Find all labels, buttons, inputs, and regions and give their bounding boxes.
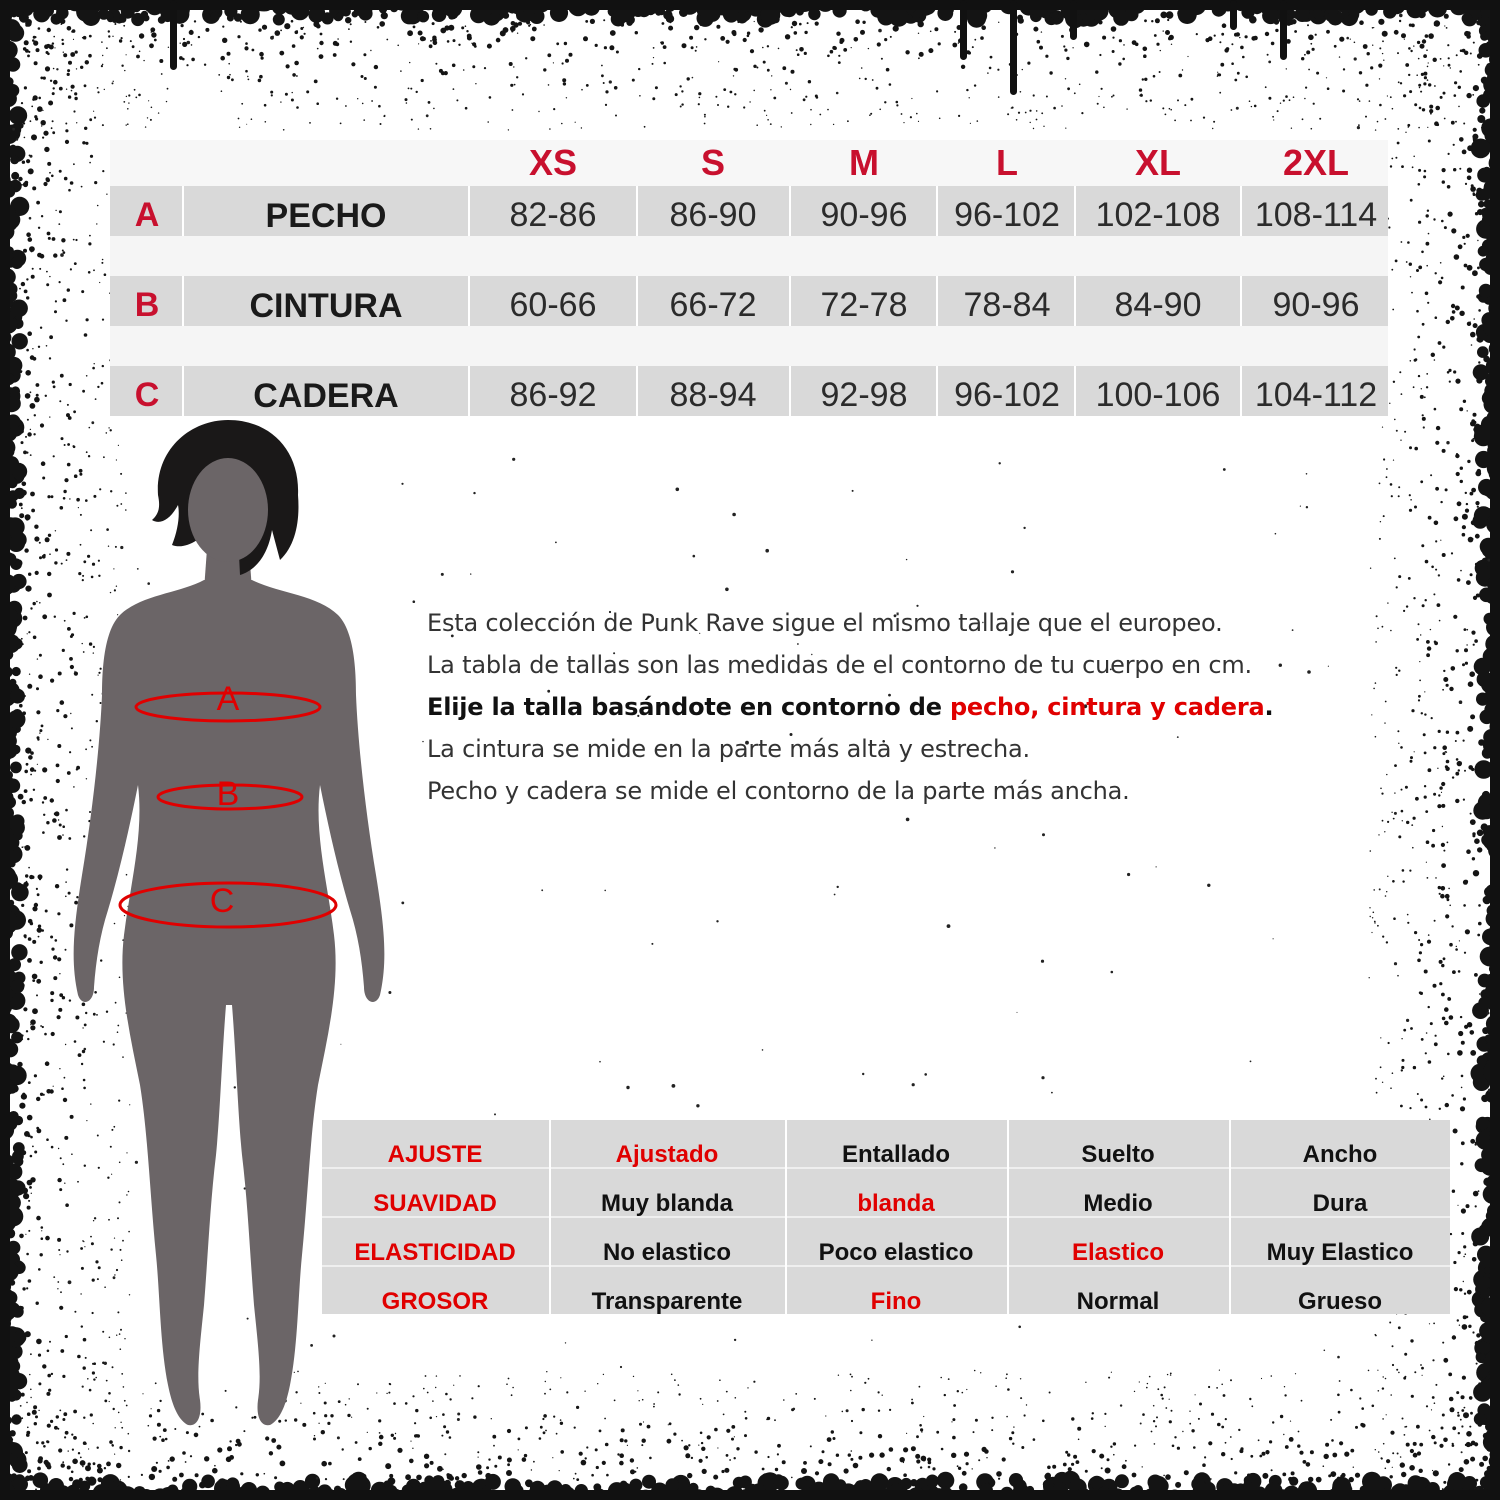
size-cell: 86-92 bbox=[509, 376, 597, 414]
size-row-cintura bbox=[110, 276, 1388, 326]
property-option: Transparente bbox=[591, 1288, 743, 1315]
size-cell: 96-102 bbox=[954, 376, 1060, 414]
property-option: Muy blanda bbox=[600, 1190, 734, 1217]
size-header-m: M bbox=[849, 142, 879, 183]
property-option: Poco elastico bbox=[818, 1239, 974, 1266]
property-option-selected: Fino bbox=[870, 1288, 922, 1315]
note-line-1: Esta colección de Punk Rave sigue el mismo tallaje que el europeo. bbox=[427, 609, 1223, 637]
property-option: Ancho bbox=[1302, 1141, 1378, 1168]
size-header-l: L bbox=[996, 142, 1018, 183]
size-cell: 102-108 bbox=[1095, 196, 1221, 234]
property-option-selected: Elastico bbox=[1071, 1239, 1165, 1266]
size-cell: 86-90 bbox=[669, 196, 757, 234]
property-row-ajuste bbox=[322, 1120, 1450, 1169]
size-row-cadera bbox=[110, 366, 1388, 416]
property-option: Medio bbox=[1083, 1190, 1153, 1217]
size-cell: 72-78 bbox=[820, 286, 908, 324]
size-cell: 60-66 bbox=[509, 286, 597, 324]
size-header-xs: XS bbox=[528, 142, 578, 183]
measure-label: PECHO bbox=[265, 197, 387, 235]
property-option: Suelto bbox=[1081, 1141, 1155, 1168]
property-label: AJUSTE bbox=[387, 1141, 483, 1168]
size-cell: 82-86 bbox=[509, 196, 597, 234]
size-cell: 66-72 bbox=[669, 286, 757, 324]
size-chart-table bbox=[110, 140, 1388, 416]
note-line-4: La cintura se mide en la parte más alta y estrecha. bbox=[427, 735, 1030, 763]
fabric-properties-table bbox=[322, 1120, 1450, 1314]
property-option: No elastico bbox=[602, 1239, 732, 1266]
property-row-grosor bbox=[322, 1267, 1450, 1314]
note-line-5: Pecho y cadera se mide el contorno de la parte más ancha. bbox=[427, 777, 1130, 805]
row-letter: C bbox=[134, 376, 160, 414]
size-cell: 100-106 bbox=[1095, 376, 1221, 414]
silhouette-face bbox=[188, 458, 268, 562]
size-cell: 108-114 bbox=[1254, 196, 1378, 234]
property-option: Muy Elastico bbox=[1266, 1239, 1414, 1266]
property-label: SUAVIDAD bbox=[373, 1190, 497, 1217]
property-option-selected: Ajustado bbox=[615, 1141, 719, 1168]
note-line-3 bbox=[427, 686, 1273, 728]
size-cell: 96-102 bbox=[954, 196, 1060, 234]
size-header-row bbox=[110, 140, 1388, 186]
band-label-b: B bbox=[216, 775, 240, 813]
size-row-pecho bbox=[110, 186, 1388, 236]
note-line-2: La tabla de tallas son las medidas de el contorno de tu cuerpo en cm. bbox=[427, 651, 1252, 679]
band-label-c: C bbox=[209, 882, 235, 920]
size-cell: 88-94 bbox=[669, 376, 757, 414]
size-header-xl: XL bbox=[1134, 142, 1182, 183]
size-header-s: S bbox=[700, 142, 726, 183]
note-line-3-end: . bbox=[1264, 693, 1274, 721]
size-cell: 78-84 bbox=[963, 286, 1051, 324]
size-cell: 104-112 bbox=[1254, 376, 1378, 414]
measure-label: CINTURA bbox=[249, 287, 403, 325]
property-option: Grueso bbox=[1297, 1288, 1383, 1315]
band-label-a: A bbox=[216, 680, 240, 718]
size-header-2xl: 2XL bbox=[1282, 142, 1350, 183]
measure-label: CADERA bbox=[253, 377, 399, 415]
row-letter: A bbox=[134, 196, 160, 234]
size-cell: 90-96 bbox=[820, 196, 908, 234]
property-option: Dura bbox=[1312, 1190, 1368, 1217]
size-cell: 90-96 bbox=[1272, 286, 1360, 324]
property-row-elasticidad bbox=[322, 1218, 1450, 1267]
property-row-suavidad bbox=[322, 1169, 1450, 1218]
property-option-selected: blanda bbox=[857, 1190, 935, 1217]
size-cell: 84-90 bbox=[1114, 286, 1202, 324]
size-cell: 92-98 bbox=[820, 376, 908, 414]
property-label: GROSOR bbox=[381, 1288, 489, 1315]
row-letter: B bbox=[134, 286, 160, 324]
note-line-3-red: pecho, cintura y cadera bbox=[949, 693, 1265, 721]
note-line-3-bold: Elije la talla basándote en contorno de bbox=[427, 693, 950, 721]
property-option: Entallado bbox=[841, 1141, 951, 1168]
property-label: ELASTICIDAD bbox=[354, 1239, 516, 1266]
property-option: Normal bbox=[1076, 1288, 1160, 1315]
sizing-notes bbox=[427, 602, 1273, 812]
